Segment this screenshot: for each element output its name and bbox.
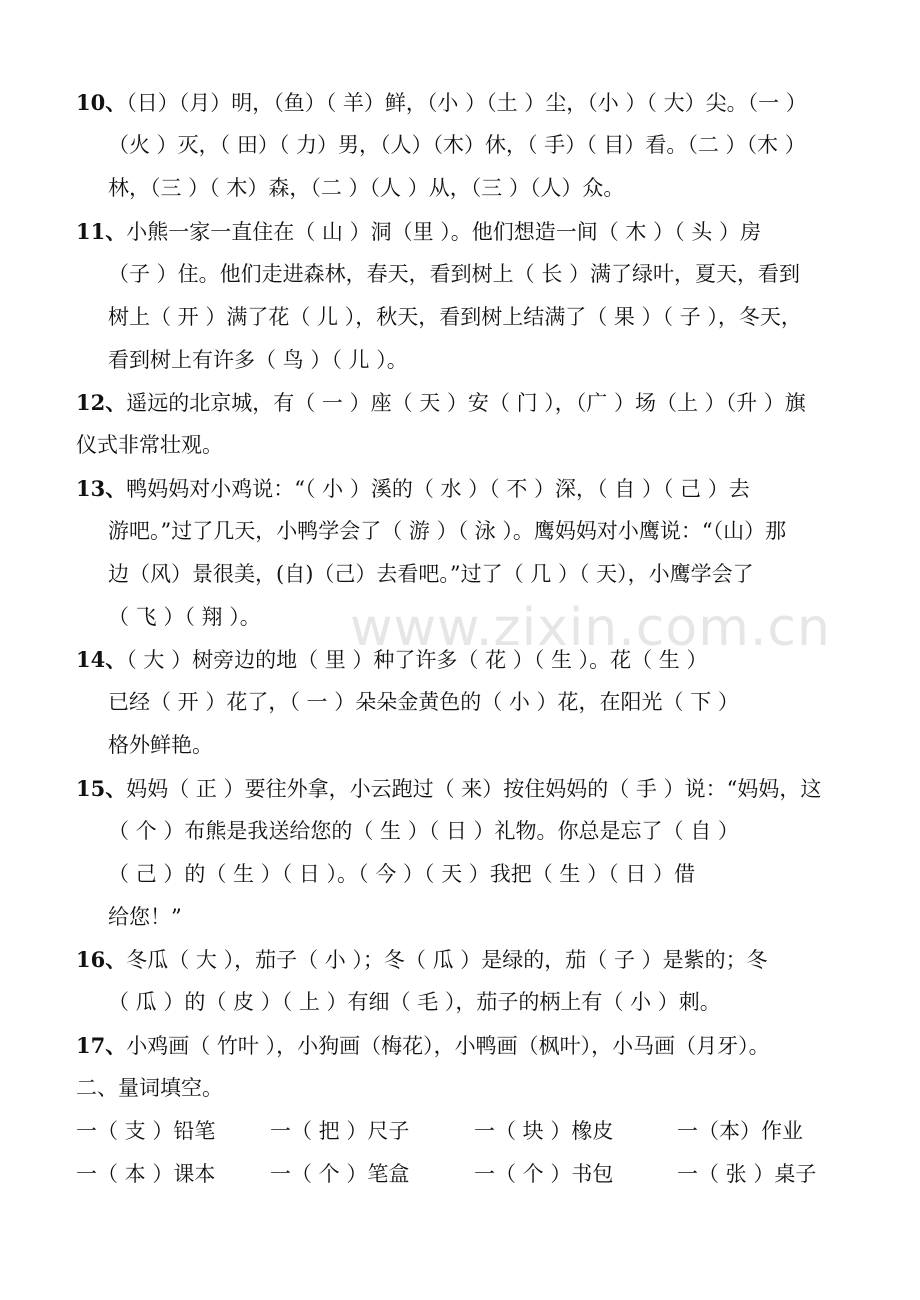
q13-line-1: [76, 467, 856, 510]
measure-word-item: 一（ 本 ）课本: [76, 1162, 216, 1186]
q12-text-1: 遥远的北京城，有（ 一 ）座（ 天 ）安（ 门 ），（广 ）场（上 ）（升 ）旗: [126, 391, 806, 415]
q12-line-1: [76, 381, 856, 424]
q10-text-1: （日）（月）明，（鱼）（ 羊）鲜，（小 ）（土 ）尘，（小 ）（ 大）尖。（一 ）: [126, 91, 807, 115]
q10-line-2: （火 ）灭，（ 田）（ 力）男，（人）（木）休，（ 手）（ 目）看。（二 ）（木 ）: [108, 133, 806, 157]
q16-line-2: （ 瓜 ）的（ 皮 ）（ 上 ）有细（ 毛 ），茄子的柄上有（ 小 ）刺。: [108, 990, 721, 1014]
question-15: [76, 767, 856, 939]
q15-number: 15、: [76, 776, 127, 801]
q15-text-1: 妈妈（ 正 ）要往外拿，小云跑过（ 来）按住妈妈的（ 手 ）说：“妈妈，这: [126, 777, 822, 801]
measure-word-item: 一（ 块 ）橡皮: [474, 1119, 614, 1143]
q10-number: 10、: [76, 90, 127, 115]
q15-line-4: 给您！”: [108, 905, 182, 929]
q14-text-1: （ 大 ）树旁边的地（ 里 ）种了许多（ 花 ）（ 生 ）。花（ 生 ）: [126, 648, 708, 672]
q14-line-3: 格外鲜艳。: [108, 733, 213, 757]
measure-word-item: 一（ 个 ）笔盒: [270, 1162, 410, 1186]
measure-word-item: 一（本）作业: [677, 1119, 803, 1143]
q17-text-1: 小鸡画（ 竹叶 ），小狗画（梅花），小鸭画（枫叶），小马画（月牙）。: [126, 1034, 770, 1058]
q13-text-1: 鸭妈妈对小鸡说：“（ 小 ）溪的（ 水 ）（ 不 ）深，（ 自 ）（ 己 ）去: [126, 477, 750, 501]
question-16: [76, 938, 856, 1024]
q16-line-1: [76, 938, 856, 981]
q11-number: 11、: [76, 219, 127, 244]
q11-line-2: （子 ）住。他们走进森林，春天，看到树上（ 长 ）满了绿叶，夏天，看到: [108, 262, 801, 286]
measure-word-item: 一（ 个 ）书包: [474, 1162, 614, 1186]
question-12: [76, 381, 856, 467]
q13-number: 13、: [76, 476, 127, 501]
q11-line-1: [76, 210, 856, 253]
measure-word-item: 一（ 支 ）铅笔: [76, 1119, 216, 1143]
q11-line-3: 树上（ 开 ）满了花（ 儿 ），秋天，看到树上结满了（ 果 ）（ 子 ），冬天，: [108, 305, 802, 329]
q10-line-3: 林，（三 ）（ 木）森，（二 ）（人 ）从，（三 ）（人）众。: [108, 176, 625, 200]
q13-line-3: 边（风）景很美，(自)（己）去看吧。”过了（ 几 ）（ 天），小鹰学会了: [108, 562, 754, 586]
q15-line-3: （ 己 ）的（ 生 ）（ 日 ）。（ 今 ）（ 天 ）我把（ 生 ）（ 日 ）借: [108, 862, 695, 886]
watermark: www.zixin.com.cn: [350, 598, 831, 658]
q15-line-1: [76, 767, 856, 810]
measure-word-row-2: [76, 1153, 856, 1196]
measure-word-item: 一（ 张 ）桌子: [677, 1162, 817, 1186]
q12-number: 12、: [76, 390, 127, 415]
question-10: [76, 81, 856, 210]
q17-line-1: [76, 1024, 856, 1067]
q16-text-1: 冬瓜（ 大 ），茄子（ 小 ）；冬（ 瓜 ）是绿的，茄（ 子 ）是紫的；冬: [126, 948, 768, 972]
q12-line-2: 仪式非常壮观。: [76, 433, 223, 457]
q14-line-2: 已经（ 开 ）花了，（ 一 ）朵朵金黄色的（ 小 ）花，在阳光（ 下 ）: [108, 690, 739, 714]
question-17: [76, 1024, 856, 1067]
q15-line-2: （ 个 ）布熊是我送给您的（ 生 ）（ 日 ）礼物。你总是忘了（ 自 ）: [108, 819, 739, 843]
q13-line-4: （ 飞 ）（ 翔 ）。: [108, 605, 261, 629]
measure-word-item: 一（ 把 ）尺子: [270, 1119, 410, 1143]
q13-line-2: 游吧。”过了几天，小鸭学会了（ 游 ）（ 泳 ）。鹰妈妈对小鹰说：“（山）那: [108, 519, 787, 543]
q10-line-1: [76, 81, 856, 124]
q11-line-4: 看到树上有许多（ 鸟 ）（ 儿 ）。: [108, 348, 408, 372]
q11-text-1: 小熊一家一直住在（ 山 ）洞（里 ）。他们想造一间（ 木 ）（ 头 ）房: [126, 220, 761, 244]
measure-word-row-1: [76, 1110, 856, 1153]
q16-number: 16、: [76, 947, 127, 972]
question-11: [76, 210, 856, 382]
q17-number: 17、: [76, 1033, 127, 1058]
section-2-title: 二、量词填空。: [76, 1076, 223, 1100]
q14-number: 14、: [76, 647, 127, 672]
